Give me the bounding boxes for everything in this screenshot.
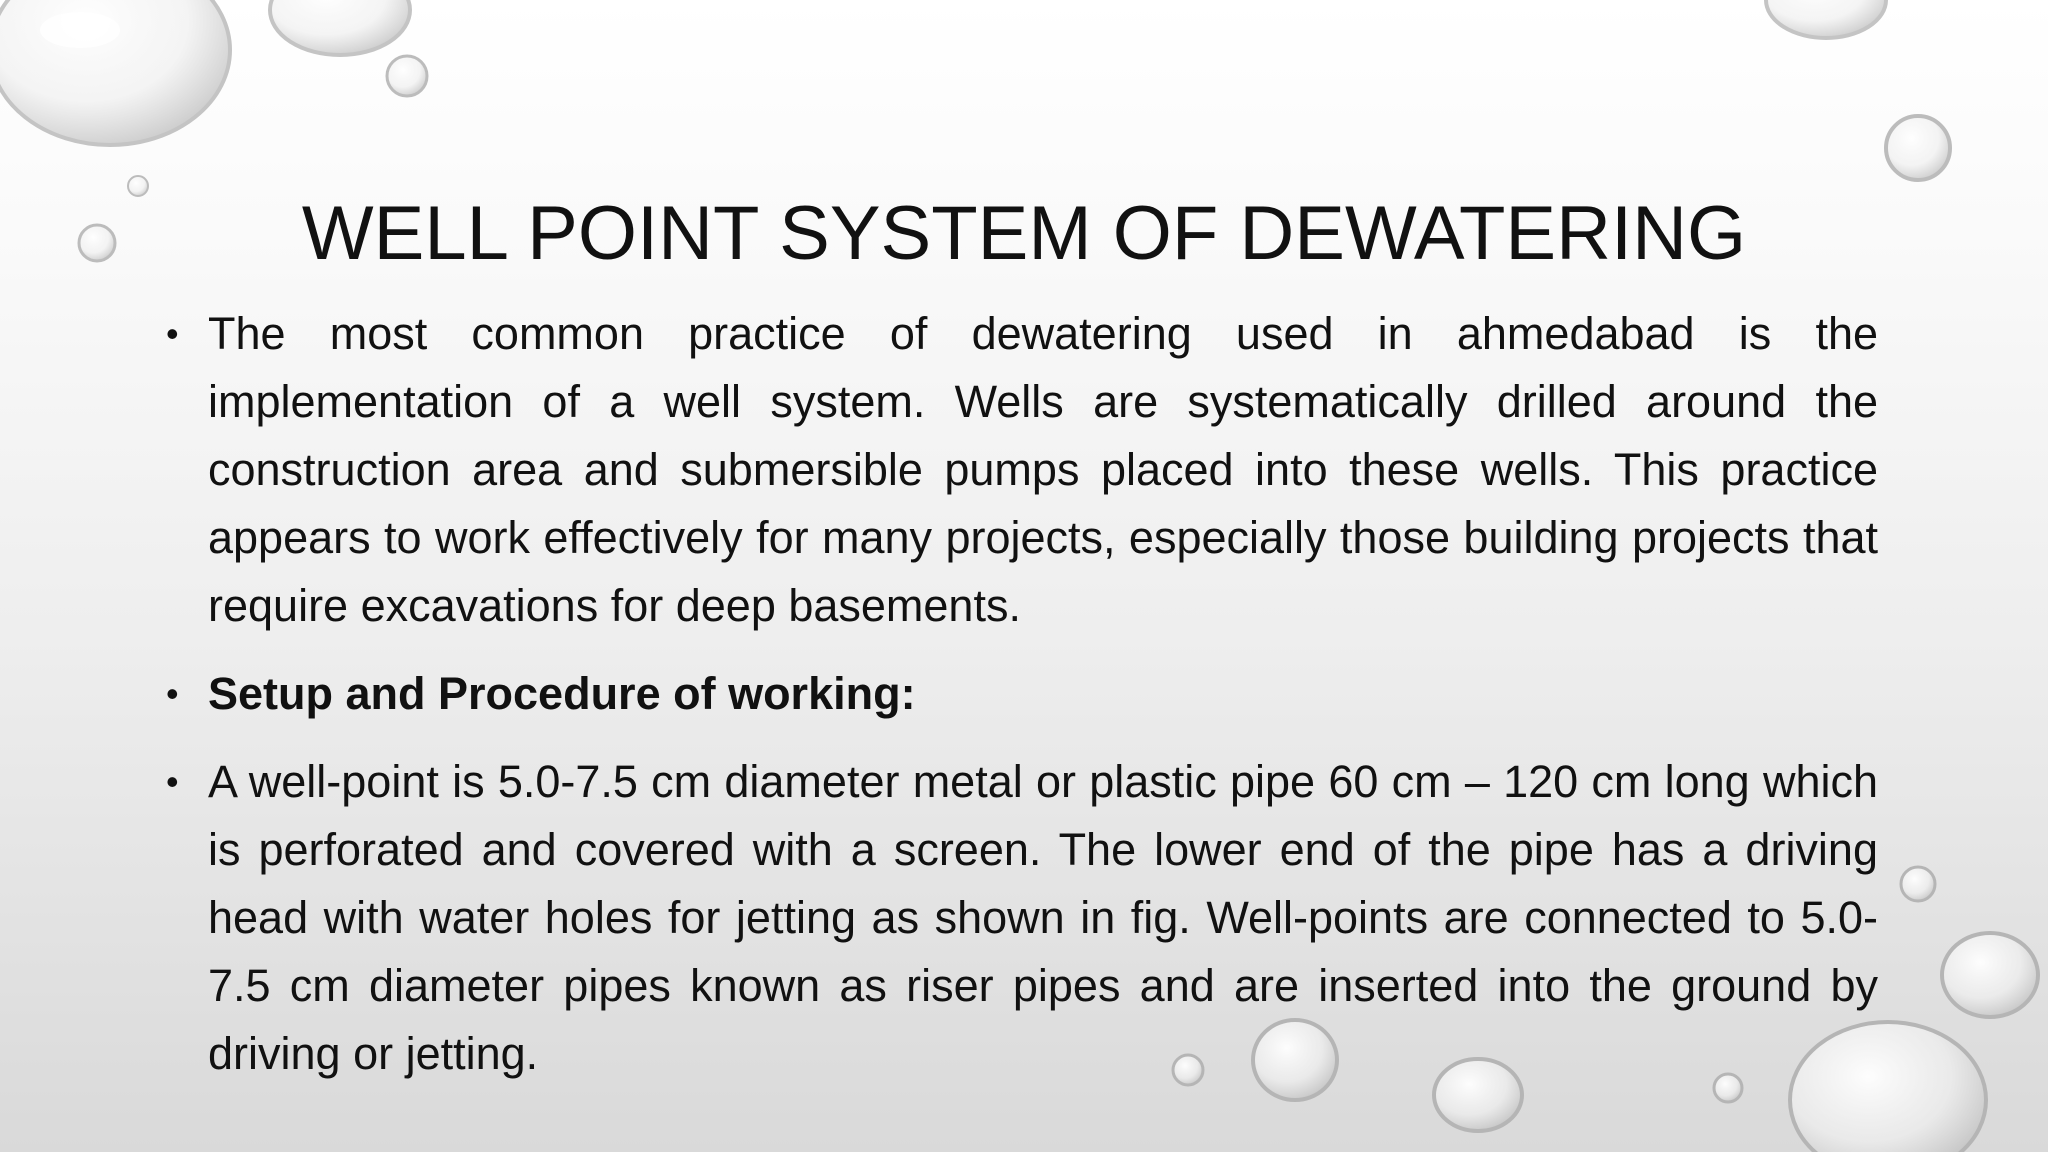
bullet-item [160,300,1878,640]
slide-title: WELL POINT SYSTEM OF DEWATERING [301,191,1747,276]
bullet-item [160,660,1878,728]
bullet-marker: • [166,761,179,802]
bullet-text: The most common practice of dewatering used in ahmedabad is the implementation of a well system. Wells are systematically drilled around the construction area and submersible pumps placed into these wells. This practice appears to work effectively for many projects, especially those building projects that require excavations for deep basements. [208,308,1878,631]
droplet-icon [0,0,230,145]
bullet-marker: • [166,313,179,354]
bullet-list [160,300,1878,1088]
bullet-item [160,748,1878,1088]
bullet-text: A well-point is 5.0-7.5 cm diameter metal or plastic pipe 60 cm – 120 cm long which is perforated and covered with a screen. The lower end of the pipe has a driving head with water holes for jetting as shown in fig. Well-points are connected to 5.0-7.5 cm diameter pipes known as riser pipes and are inserted into the ground by driving or jetting. [208,756,1878,1079]
droplet-icon [1766,0,1886,38]
slide-body [160,300,1878,1108]
droplet-icon [1901,867,1935,901]
droplet-icon [1886,116,1950,180]
droplet-icon [387,56,427,96]
bullet-text-heading: Setup and Procedure of working: [208,668,916,719]
droplet-icon [1942,933,2038,1017]
droplet-icon [270,0,410,55]
bullet-marker: • [166,673,179,714]
